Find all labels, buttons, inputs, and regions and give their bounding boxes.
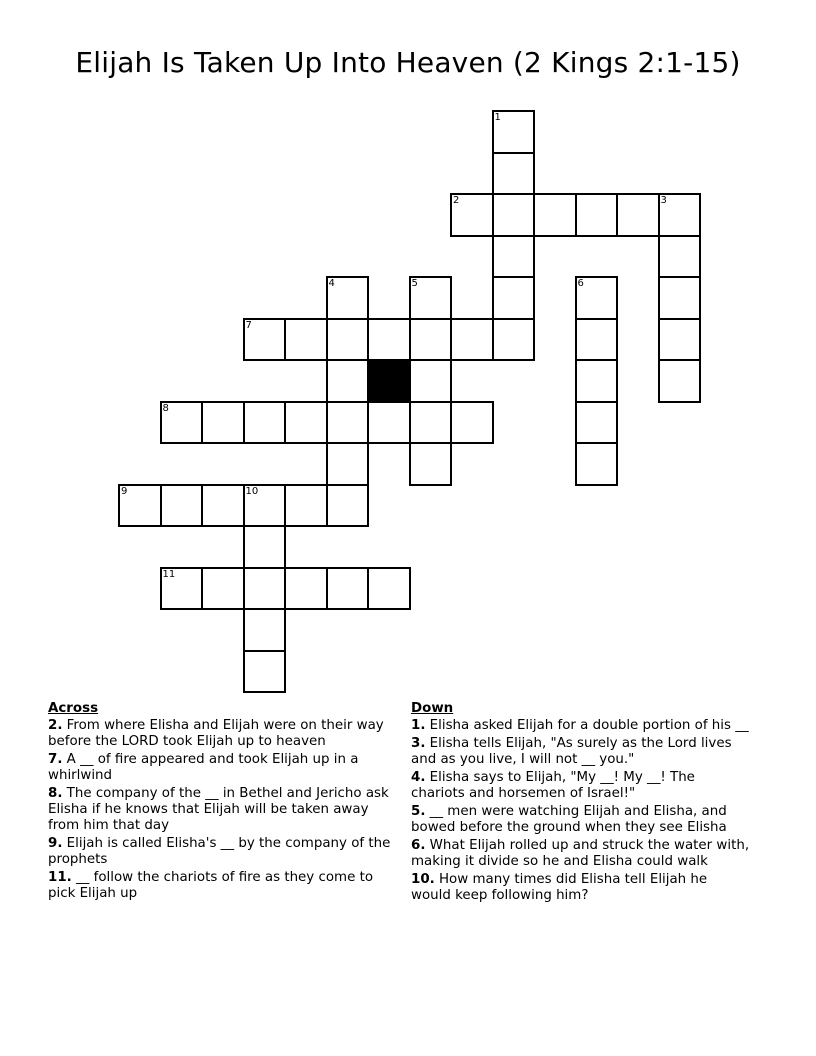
grid-cell[interactable] [658,359,702,403]
grid-cell[interactable] [492,193,536,237]
grid-cell[interactable] [575,401,619,445]
grid-cell[interactable] [409,442,453,486]
cell-number: 2 [453,195,460,206]
clue-text: __ follow the chariots of fire as they come to pick Elijah up [48,870,374,901]
grid-cell[interactable] [450,193,494,237]
clue-number: 5. [411,804,426,819]
cell-number: 11 [162,568,176,580]
across-clues [48,701,400,904]
clue-text: How many times did Elisha tell Elijah he would keep following him? [411,872,708,903]
cell-number: 5 [411,278,418,289]
grid-cell[interactable] [326,276,370,320]
grid-cell[interactable] [409,276,453,320]
clue-number: 11. [48,870,72,885]
grid-cell[interactable] [160,401,204,445]
clue-text: The company of the __ in Bethel and Jericho ask Elisha if he knows that Elijah will be taken away from him that day [48,786,389,833]
grid-cell[interactable] [409,401,453,445]
cell-number: 6 [577,278,584,289]
clue-item [411,736,751,768]
grid-cell[interactable] [160,567,204,611]
clue-text: Elisha asked Elijah for a double portion of his __ [425,718,749,733]
clue-item [48,786,400,834]
grid-cell[interactable] [450,318,494,362]
clue-number: 1. [411,718,426,733]
clue-text: A __ of fire appeared and took Elijah up in a whirlwind [48,752,359,783]
grid-cell[interactable] [450,401,494,445]
grid-cell[interactable] [326,401,370,445]
grid-cell[interactable] [367,318,411,362]
grid-cell[interactable] [575,193,619,237]
grid-cell[interactable] [243,650,287,694]
grid-cell[interactable] [492,318,536,362]
grid-cell[interactable] [326,318,370,362]
clue-item [48,718,400,750]
grid-cell[interactable] [243,401,287,445]
cell-number: 10 [245,485,259,497]
puzzle-title: Elijah Is Taken Up Into Heaven (2 Kings 2:1-15) [75,46,741,79]
grid-cell[interactable] [575,442,619,486]
clue-number: 7. [48,752,63,767]
clue-item [411,804,751,836]
grid-cell[interactable] [492,235,536,279]
grid-cell[interactable] [243,525,287,569]
across-clue-list [48,718,400,902]
clue-item [48,870,400,902]
grid-cell[interactable] [284,567,328,611]
clue-number: 4. [411,770,426,785]
blocked-cell [367,359,411,403]
clue-number: 9. [48,836,63,851]
grid-cell[interactable] [409,318,453,362]
cell-number: 9 [121,485,128,497]
grid-cell[interactable] [243,608,287,652]
clue-item [48,836,400,868]
clue-number: 6. [411,838,426,853]
down-clues [411,701,751,906]
clue-item [411,718,751,734]
grid-cell[interactable] [201,567,245,611]
clue-number: 3. [411,736,426,751]
clue-text: __ men were watching Elijah and Elisha, and bowed before the ground when they see Elisha [411,804,727,835]
cell-number: 1 [494,112,501,123]
grid-cell[interactable] [575,276,619,320]
grid-cell[interactable] [284,318,328,362]
grid-cell[interactable] [243,318,287,362]
grid-cell[interactable] [284,401,328,445]
down-clue-list [411,718,751,904]
grid-cell[interactable] [201,484,245,528]
grid-cell[interactable] [658,235,702,279]
grid-cell[interactable] [367,567,411,611]
grid-cell[interactable] [118,484,162,528]
clue-number: 2. [48,718,63,733]
cell-number: 4 [328,278,335,289]
clue-text: From where Elisha and Elijah were on their way before the LORD took Elijah up to heaven [48,718,384,749]
grid-cell[interactable] [326,567,370,611]
clue-item [411,770,751,802]
grid-cell[interactable] [575,318,619,362]
grid-cell[interactable] [160,484,204,528]
clue-item [411,872,751,904]
clue-number: 8. [48,786,63,801]
grid-cell[interactable] [492,110,536,154]
clue-text: What Elijah rolled up and struck the water with, making it divide so he and Elisha could walk [411,838,750,869]
grid-cell[interactable] [201,401,245,445]
grid-cell[interactable] [658,193,702,237]
grid-cell[interactable] [616,193,660,237]
cell-number: 7 [245,319,252,331]
clue-number: 10. [411,872,435,887]
grid-cell[interactable] [284,484,328,528]
down-heading: Down [411,701,454,716]
cell-number: 3 [660,195,667,206]
grid-cell[interactable] [326,484,370,528]
grid-cell[interactable] [326,359,370,403]
grid-cell[interactable] [492,276,536,320]
across-heading: Across [48,701,99,716]
grid-cell[interactable] [367,401,411,445]
grid-cell[interactable] [533,193,577,237]
clue-text: Elisha says to Elijah, "My __! My __! The chariots and horsemen of Israel!" [411,770,695,801]
cell-number: 8 [162,402,169,414]
clue-item [48,752,400,784]
grid-cell[interactable] [658,276,702,320]
clue-item [411,838,751,870]
clue-text: Elisha tells Elijah, "As surely as the Lord lives and as you live, I will not __ you." [411,736,732,767]
grid-cell[interactable] [492,152,536,196]
clue-text: Elijah is called Elisha's __ by the company of the prophets [48,836,391,867]
grid-cell[interactable] [326,442,370,486]
grid-cell[interactable] [575,359,619,403]
grid-cell[interactable] [409,359,453,403]
grid-cell[interactable] [243,567,287,611]
grid-cell[interactable] [658,318,702,362]
grid-cell[interactable] [243,484,287,528]
